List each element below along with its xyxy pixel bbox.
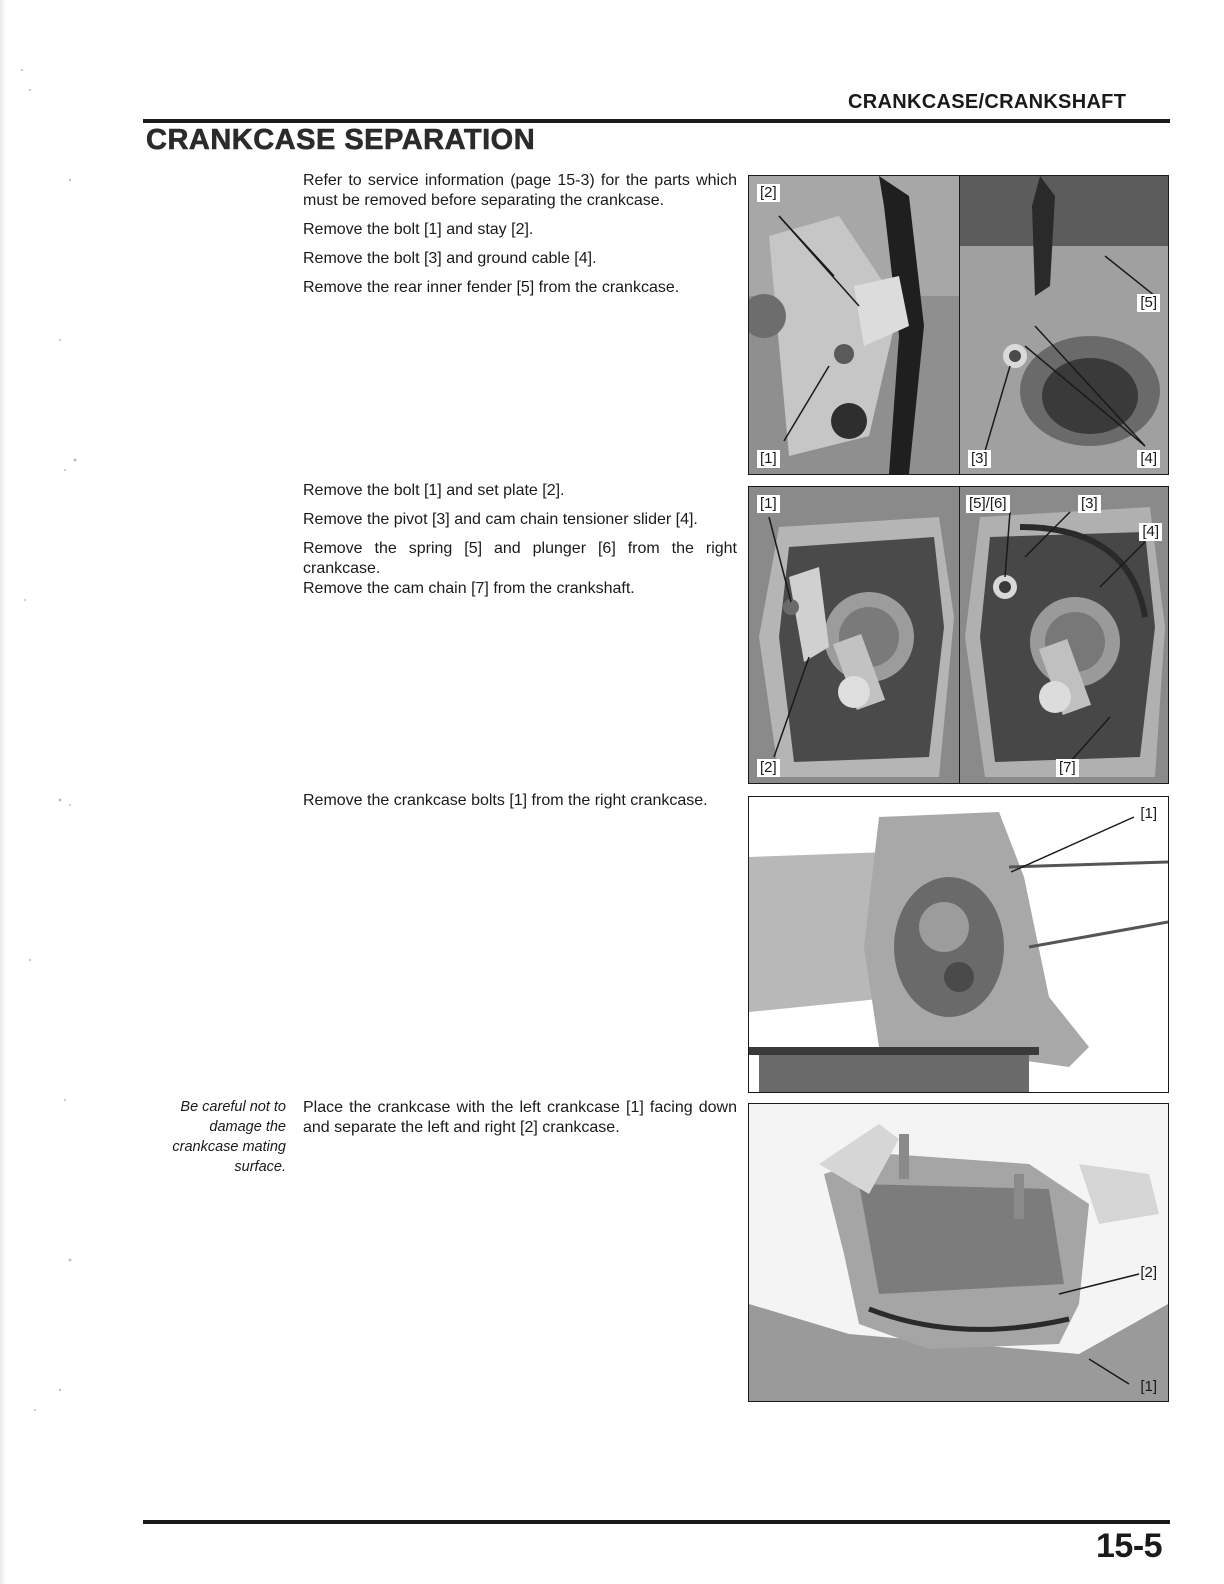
engine-photo-illustration <box>960 176 1168 474</box>
step-1-paragraph: Remove the bolt [3] and ground cable [4]. <box>303 250 597 267</box>
chapter-title: CRANKCASE/CRANKSHAFT <box>848 91 1127 113</box>
callout-label: [5]/[6] <box>966 495 1010 513</box>
callout-label: [7] <box>1056 759 1079 777</box>
photo-set-plate <box>748 486 960 784</box>
callout-label: [2] <box>1140 1264 1157 1281</box>
step-4-paragraph: Place the crankcase with the left crankcase [1] facing down and separate the left and right [2] crankcase. <box>303 1099 737 1136</box>
photo-crankcase-bolts <box>748 796 1169 1093</box>
callout-label: [1] <box>1140 1378 1157 1395</box>
step-2-paragraph: Remove the bolt [1] and set plate [2]. <box>303 482 565 499</box>
page-number: 15-5 <box>1096 1527 1163 1565</box>
scan-noise <box>10 60 90 1460</box>
callout-label: [4] <box>1137 450 1160 468</box>
caution-note: Be careful not to damage the crankcase mating surface. <box>172 1099 286 1175</box>
callout-label: [3] <box>1078 495 1101 513</box>
photo-tensioner-slider <box>959 486 1169 784</box>
engine-photo-illustration <box>960 487 1168 783</box>
step-1-paragraph: Remove the rear inner fender [5] from the crankcase. <box>303 279 680 296</box>
footer-rule <box>143 1520 1170 1524</box>
callout-label: [2] <box>757 184 780 202</box>
callout-label: [2] <box>757 759 780 777</box>
engine-photo-illustration <box>749 176 959 474</box>
step-4-text <box>303 1098 737 1147</box>
photo-ground-cable <box>959 175 1169 475</box>
header-rule <box>143 119 1170 123</box>
engine-photo-illustration <box>749 1104 1168 1401</box>
step-2-paragraph: Remove the cam chain [7] from the crankshaft. <box>303 580 635 597</box>
callout-label: [1] <box>757 495 780 513</box>
section-title: CRANKCASE SEPARATION <box>146 124 536 156</box>
photo-crankcase-split <box>748 1103 1169 1402</box>
photo-bolt-and-stay <box>748 175 960 475</box>
callout-label: [4] <box>1139 523 1162 541</box>
step-3-text <box>303 791 737 820</box>
callout-label: [1] <box>1140 805 1157 822</box>
step-1-text <box>303 171 737 307</box>
step-2-text <box>303 481 737 608</box>
callout-label: [5] <box>1137 294 1160 312</box>
callout-label: [1] <box>757 450 780 468</box>
scan-edge <box>0 0 6 1584</box>
step-2-paragraph: Remove the pivot [3] and cam chain tensioner slider [4]. <box>303 511 698 528</box>
callout-label: [3] <box>968 450 991 468</box>
step-1-paragraph: Refer to service information (page 15-3) for the parts which must be removed before separating the crankcase. <box>303 172 737 209</box>
step-3-paragraph: Remove the crankcase bolts [1] from the right crankcase. <box>303 792 708 809</box>
engine-photo-illustration <box>749 487 959 783</box>
step-1-paragraph: Remove the bolt [1] and stay [2]. <box>303 221 534 238</box>
step-2-paragraph: Remove the spring [5] and plunger [6] from the right crankcase. <box>303 540 737 577</box>
engine-photo-illustration <box>749 797 1168 1092</box>
